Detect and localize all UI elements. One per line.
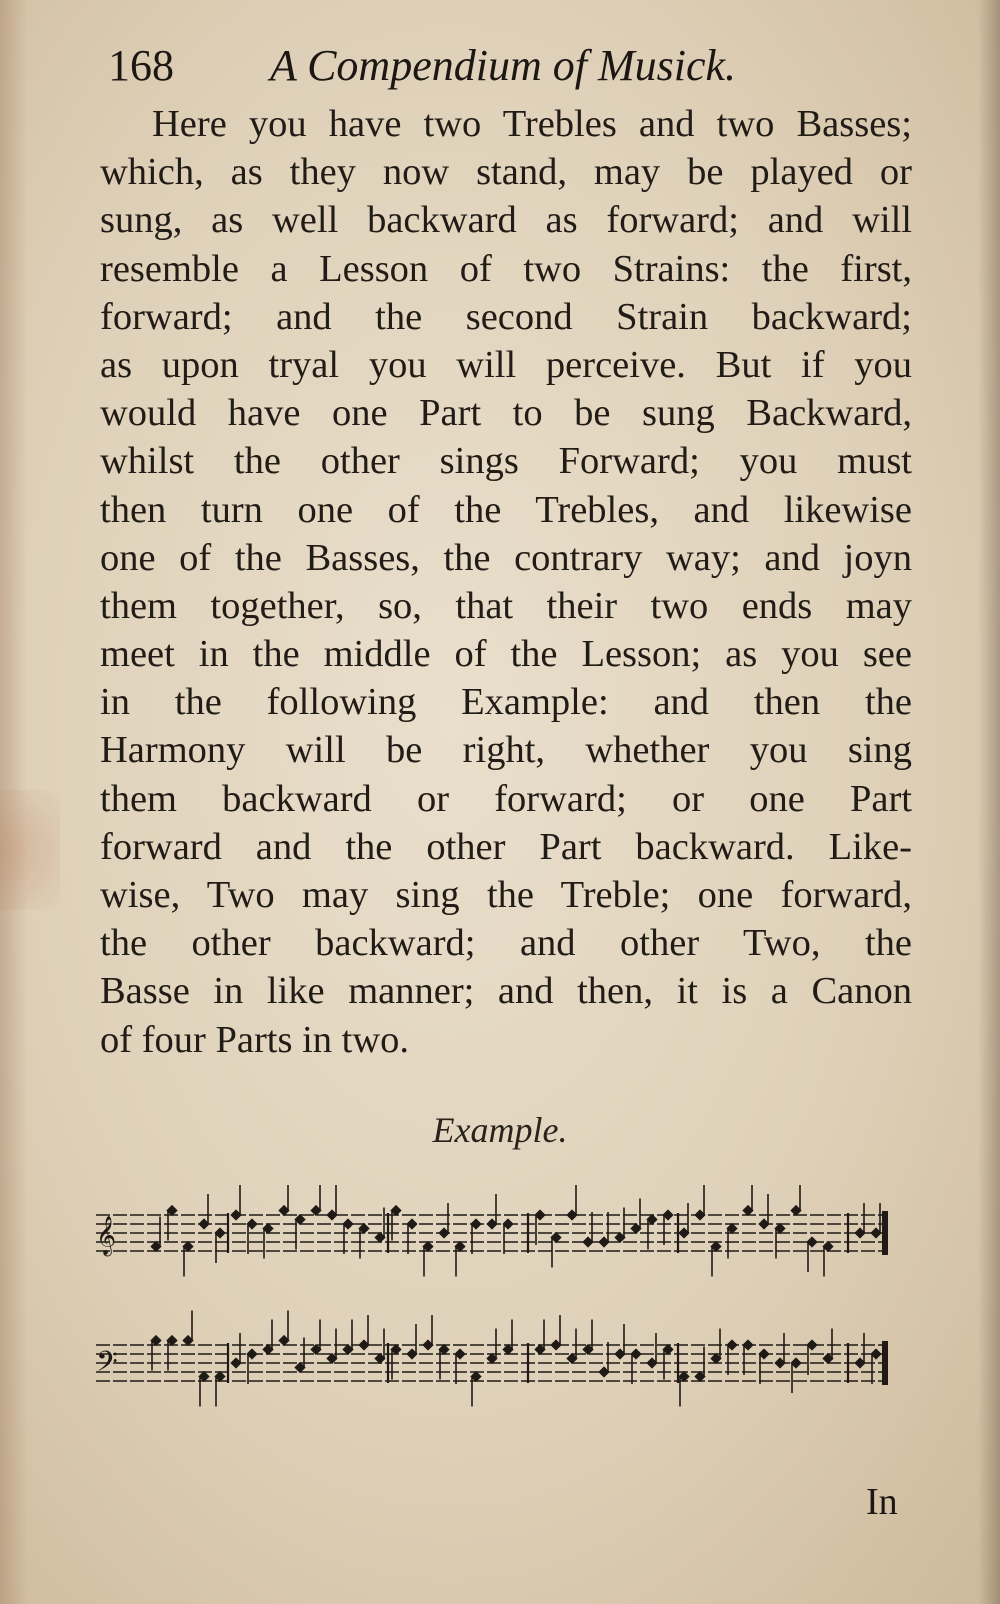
paper-stain <box>0 790 60 910</box>
text-line: then turn one of the Trebles, and likewise <box>100 488 912 531</box>
catchword: In <box>866 1481 898 1523</box>
page-number: 168 <box>108 41 174 90</box>
text-line: which, as they now stand, may be played or <box>100 151 912 194</box>
text-line: of four Parts in two. <box>100 1018 410 1061</box>
text-line: Harmony will be right, whether you sing <box>100 729 912 772</box>
treble-clef-icon: 𝄞 <box>96 1215 117 1256</box>
example-caption: Example. <box>432 1110 568 1150</box>
text-line: forward; and the second Strain backward; <box>100 295 912 338</box>
text-line: Basse in like manner; and then, it is a Canon <box>100 970 912 1013</box>
music-example <box>88 1185 918 1485</box>
bass-clef-icon: 𝄢 <box>96 1345 118 1386</box>
text-line: as upon tryal you will perceive. But if you <box>100 343 912 386</box>
bass-staff <box>96 1311 888 1407</box>
text-line: them backward or forward; or one Part <box>100 777 912 820</box>
text-line: Here you have two Trebles and two Basses; <box>152 103 912 145</box>
text-line: sung, as well backward as forward; and will <box>100 199 912 242</box>
page-header <box>108 36 808 96</box>
text-line: the other backward; and other Two, the <box>100 922 912 965</box>
text-line: would have one Part to be sung Backward, <box>100 392 912 435</box>
text-line: whilst the other sings Forward; you must <box>100 440 912 483</box>
treble-staff <box>96 1185 888 1277</box>
text-line: meet in the middle of the Lesson; as you see <box>100 633 912 676</box>
final-bar <box>882 1211 888 1255</box>
text-line: forward and the other Part backward. Like- <box>100 825 912 868</box>
page-right-edge <box>978 0 1000 1604</box>
music-score <box>88 1185 918 1485</box>
text-line: in the following Example: and then the <box>100 681 912 724</box>
text-line: them together, so, that their two ends may <box>100 584 912 627</box>
text-line: wise, Two may sing the Treble; one forward, <box>100 874 912 916</box>
text-line: one of the Basses, the contrary way; and joyn <box>100 536 912 579</box>
running-title: A Compendium of Musick. <box>270 41 737 90</box>
text-line: resemble a Lesson of two Strains: the first, <box>100 247 912 290</box>
final-bar <box>882 1341 888 1385</box>
body-paragraph <box>100 100 912 1064</box>
